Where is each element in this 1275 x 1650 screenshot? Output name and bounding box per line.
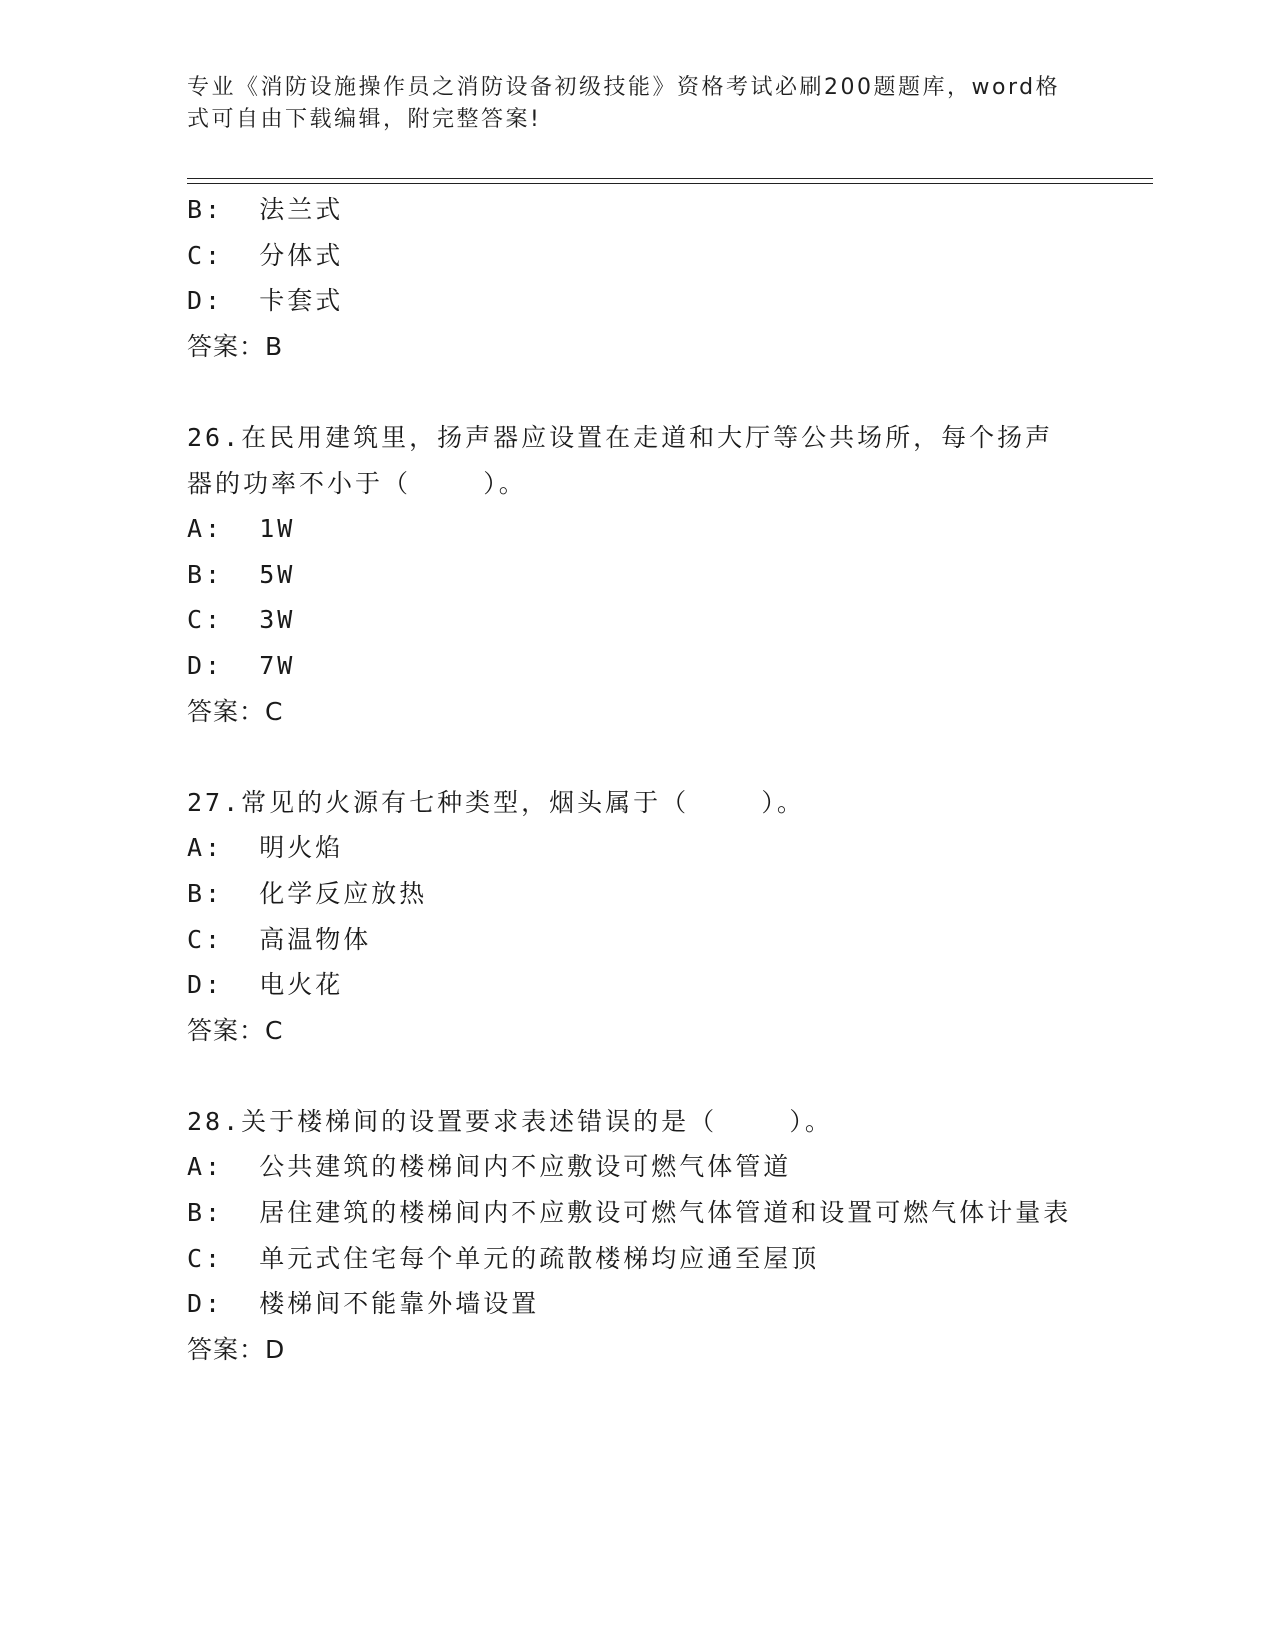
question-stem-line-1: 28.关于楼梯间的设置要求表述错误的是（ ）。	[187, 1106, 833, 1136]
header-line-2: 式可自由下载编辑，附完整答案!	[187, 107, 542, 132]
spacer	[187, 369, 1087, 415]
question-28	[187, 1099, 1087, 1373]
option-c: C: 3W	[187, 605, 296, 635]
question-stem-line-1: 26.在民用建筑里，扬声器应设置在走道和大厅等公共场所，每个扬声	[187, 422, 1054, 452]
option-c: C: 分体式	[187, 240, 344, 270]
option-a: A: 1W	[187, 514, 296, 544]
page-header	[187, 72, 1077, 136]
spacer	[187, 734, 1087, 780]
option-b: B: 5W	[187, 559, 296, 589]
header-rule-top	[187, 178, 1153, 179]
question-stem-line-2: 器的功率不小于（ ）。	[187, 468, 527, 498]
option-b: B: 法兰式	[187, 195, 344, 224]
option-d: D: 卡套式	[187, 286, 344, 316]
option-a: A: 公共建筑的楼梯间内不应敷设可燃气体管道	[187, 1152, 792, 1182]
option-d: D: 楼梯间不能靠外墙设置	[187, 1289, 540, 1319]
option-c: C: 单元式住宅每个单元的疏散楼梯均应通至屋顶	[187, 1243, 820, 1273]
question-stem-line-1: 27.常见的火源有七种类型，烟头属于（ ）。	[187, 787, 805, 817]
answer-line: 答案：B	[187, 331, 284, 361]
answer-line: 答案：C	[187, 696, 284, 726]
answer-line: 答案：D	[187, 1334, 286, 1364]
question-27	[187, 780, 1087, 1054]
option-b: B: 化学反应放热	[187, 878, 428, 908]
option-d: D: 7W	[187, 650, 296, 680]
option-c: C: 高温物体	[187, 924, 372, 954]
header-rule-bottom	[187, 183, 1153, 184]
question-26	[187, 415, 1087, 734]
option-d: D: 电火花	[187, 970, 344, 1000]
option-a: A: 明火焰	[187, 833, 344, 863]
option-b: B: 居住建筑的楼梯间内不应敷设可燃气体管道和设置可燃气体计量表	[187, 1198, 1072, 1228]
question-25-continued	[187, 187, 1087, 369]
question-content	[187, 187, 1087, 1372]
spacer	[187, 1053, 1087, 1099]
header-line-1: 专业《消防设施操作员之消防设备初级技能》资格考试必刷200题题库，word格	[187, 75, 1061, 100]
answer-line: 答案：C	[187, 1015, 284, 1045]
